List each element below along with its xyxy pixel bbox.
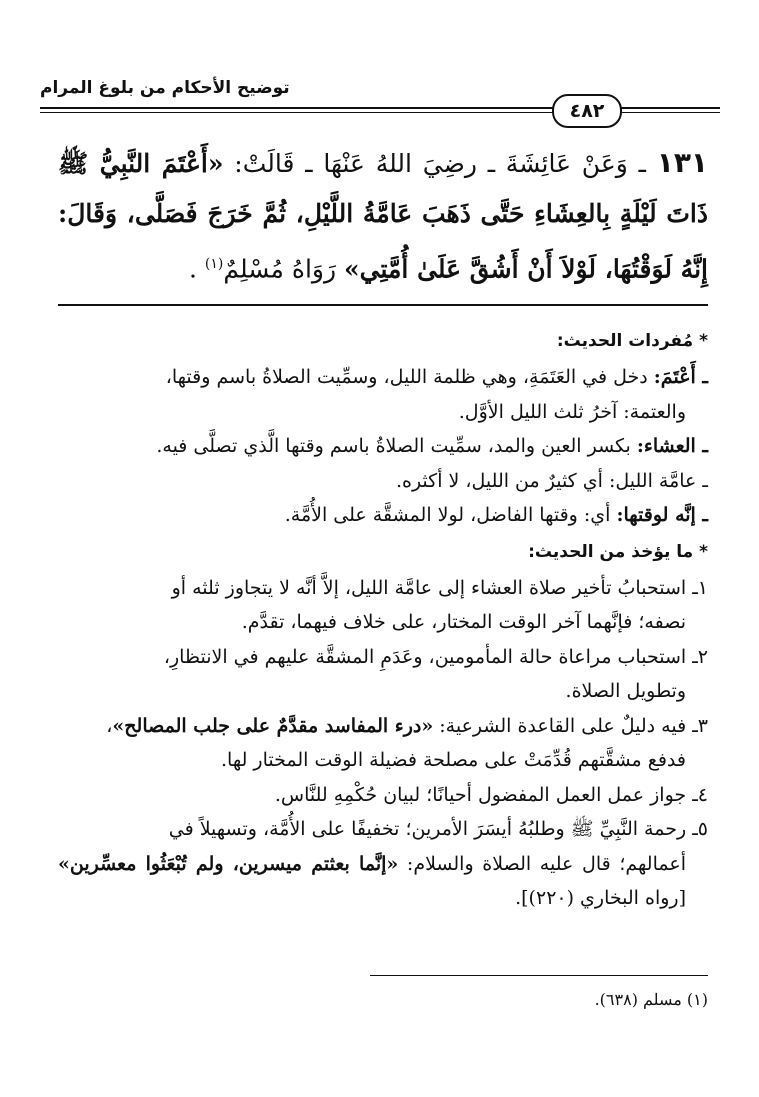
lesson-number: ٤ـ xyxy=(692,783,708,806)
lesson-text-punct: ، xyxy=(106,714,113,737)
lesson-text-cont: فدفع مشقَّتهم قُدِّمَتْ على مصلحة فضيلة الوقت المختار لها. xyxy=(221,749,686,771)
lesson-item xyxy=(58,778,708,813)
footnote-reference: (١) xyxy=(204,256,224,272)
hadith-number: ١٣١ xyxy=(656,146,709,179)
lesson-text: رحمة النَّبِيِّ ﷺ وطلبُهُ أيسَرَ الأمرين؛ تخفيفًا على الأُمَّة، وتسهيلاً في xyxy=(168,818,687,840)
footnote-marker: (١) xyxy=(686,990,708,1009)
vocabulary-definition: بكسر العين والمد، سمِّيت الصلاةُ باسم وقتها الَّذي تصلَّى فيه. xyxy=(156,435,631,457)
vocabulary-item xyxy=(58,360,708,429)
hadith-text xyxy=(58,138,708,294)
footnote xyxy=(58,988,708,1012)
hadith-citation: «إنَّما بعثتم ميسرين، ولم تُبْعَثُوا معسِّرين» xyxy=(58,852,399,875)
running-header-title: توضيح الأحكام من بلوغ المرام xyxy=(40,78,290,98)
vocabulary-definition: أي كثيرٌ من الليل، لا أكثره. xyxy=(395,469,603,492)
lesson-item xyxy=(58,709,708,778)
lesson-text-cont: وتطويل الصلاة. xyxy=(565,680,686,702)
hadith-narration: ـ وَعَنْ عَائِشَةَ ـ رضِيَ اللهُ عَنْهَا ـ قَالَتْ: xyxy=(234,149,646,178)
vocabulary-definition: دخل في العَتَمَةِ، وهي ظلمة الليل، وسمِّيت الصلاةُ باسم وقتها، xyxy=(165,366,648,388)
lesson-text: جواز عمل العمل المفضول أحيانًا؛ لبيان حُكْمِهِ للنَّاس. xyxy=(274,783,687,806)
vocabulary-definition: أي: وقتها الفاضل، لولا المشقَّة على الأُمَّة. xyxy=(284,504,611,526)
vocabulary-term: ـ أَعْتَمَ: xyxy=(653,366,708,388)
vocabulary-item xyxy=(58,498,708,533)
lesson-number: ٥ـ xyxy=(692,818,708,840)
footnote-text: مسلم (٦٣٨). xyxy=(594,990,682,1009)
lesson-text-cont xyxy=(58,847,708,916)
hadith-source: رَوَاهُ مُسْلِمٌ xyxy=(223,254,337,284)
hadith-end: . xyxy=(188,254,197,284)
lesson-text-cont: نصفه؛ فإنَّهما آخر الوقت المختار، على خلاف فيهما، تقدَّم. xyxy=(241,611,686,633)
lesson-text: استحباب مراعاة حالة المأمومين، وعَدَمِ المشقَّة عليهم في الانتظارِ، xyxy=(163,645,687,668)
page-number: ٤٨٢ xyxy=(552,94,622,128)
lesson-item xyxy=(58,640,708,709)
vocabulary-heading: * مُفردات الحديث: xyxy=(556,331,708,351)
vocabulary-term: ـ إنَّه لوقتها: xyxy=(616,504,708,526)
footnote-rule xyxy=(370,975,708,976)
lesson-number: ٣ـ xyxy=(692,714,708,737)
lesson-number: ١ـ xyxy=(692,576,708,599)
hadith-quote: «أَعْتَمَ النَّبِيُّ ﷺ ذَاتَ لَيْلَةٍ بِالعِشَاءِ حَتَّى ذَهَبَ عَامَّةُ اللَّيْلِ، ثُمَّ خَرَجَ فَصَلَّى، وَقَالَ: إِنَّهُ لَوَقْتُهَا، لَوْلاَ أَنْ أَشُقَّ عَلَىٰ أُمَّتِي» xyxy=(58,149,708,284)
vocabulary-term: ـ العشاء: xyxy=(636,435,708,457)
lesson-text-cont-pre: أعمالهم؛ قال عليه الصلاة والسلام: xyxy=(398,852,686,875)
vocabulary-item xyxy=(58,429,708,464)
section-divider xyxy=(58,304,708,306)
lesson-number: ٢ـ xyxy=(692,645,708,668)
lesson-text: استحبابُ تأخير صلاة العشاء إلى عامَّة الليل، إلاَّ أنَّه لا يتجاوز ثلثه أو xyxy=(171,576,687,599)
citation-source: [رواه البخاري (٢٢٠)]. xyxy=(515,887,686,909)
lesson-text: فيه دليلٌ على القاعدة الشرعية: xyxy=(433,714,687,737)
commentary xyxy=(58,322,708,916)
vocabulary-term: ـ عامَّة الليل: xyxy=(608,469,708,492)
vocabulary-definition-cont: والعتمة: آخرُ ثلث الليل الأوَّل. xyxy=(458,400,686,423)
lesson-item xyxy=(58,812,708,916)
lesson-item xyxy=(58,571,708,640)
lessons-heading: * ما يؤخذ من الحديث: xyxy=(528,541,708,562)
legal-maxim: «درء المفاسد مقدَّمٌ على جلب المصالح» xyxy=(112,714,434,737)
vocabulary-list xyxy=(58,360,708,533)
vocabulary-item xyxy=(58,464,708,499)
lessons-list xyxy=(58,571,708,916)
